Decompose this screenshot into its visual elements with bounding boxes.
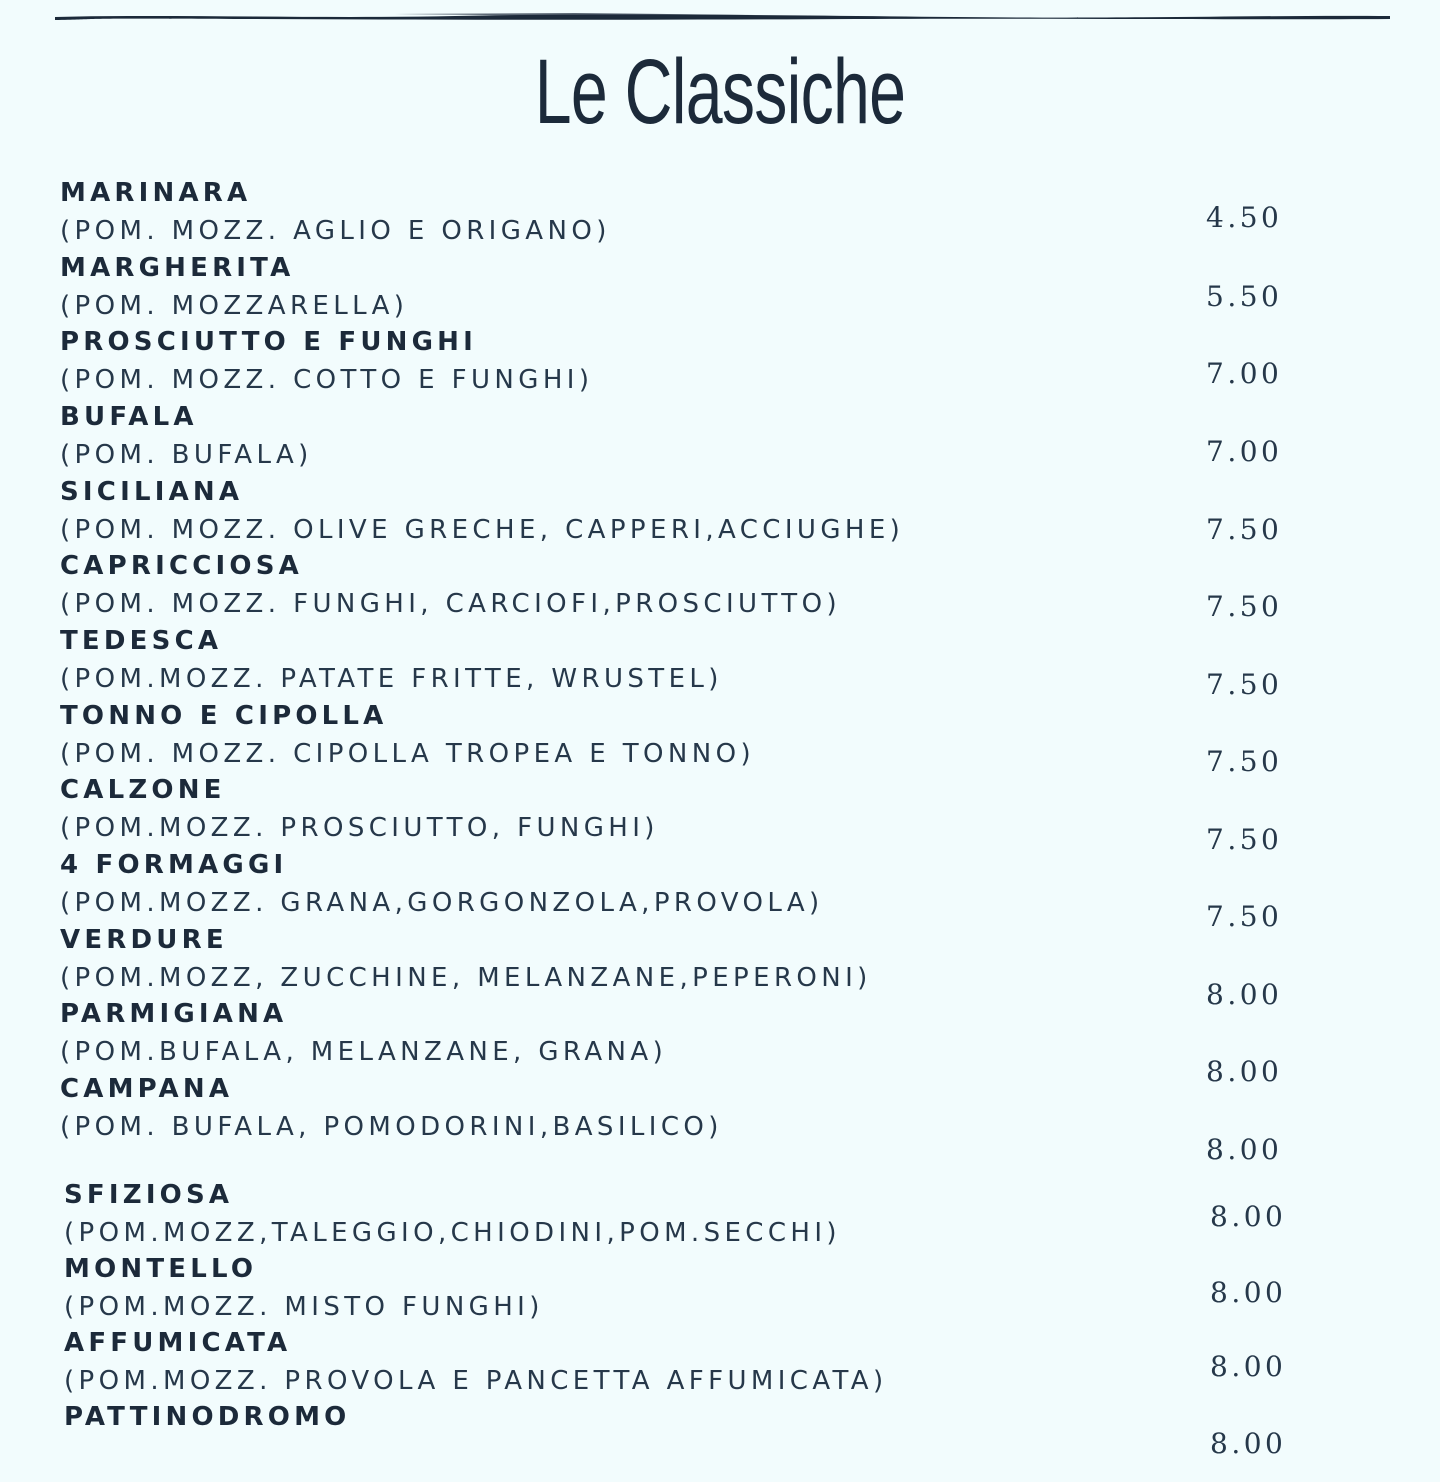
item-name: CAPRICCIOSA [60, 551, 303, 581]
item-name: MONTELLO [64, 1254, 258, 1284]
item-price: 5.50 [1206, 280, 1283, 313]
item-ingredients: (POM.BUFALA, MELANZANE, GRANA) [60, 1037, 668, 1067]
item-name: CALZONE [60, 775, 226, 805]
item-name: MARINARA [60, 178, 252, 208]
item-ingredients: (POM.MOZZ,TALEGGIO,CHIODINI,POM.SECCHI) [64, 1218, 841, 1248]
item-ingredients: (POM. BUFALA, POMODORINI,BASILICO) [60, 1112, 723, 1142]
item-name: SICILIANA [60, 477, 244, 507]
item-name: TEDESCA [60, 626, 223, 656]
item-ingredients: (POM.MOZZ. PROSCIUTTO, FUNGHI) [60, 813, 659, 843]
item-price: 8.00 [1210, 1200, 1287, 1233]
item-price: 8.00 [1206, 1133, 1283, 1166]
item-price: 8.00 [1206, 1055, 1283, 1088]
item-name: MARGHERITA [60, 253, 295, 283]
item-price: 7.50 [1206, 823, 1283, 856]
item-price: 7.50 [1206, 590, 1283, 623]
item-ingredients: (POM. MOZZ. FUNGHI, CARCIOFI,PROSCIUTTO) [60, 589, 841, 619]
item-price: 7.50 [1206, 513, 1283, 546]
item-ingredients: (POM.MOZZ. PROVOLA E PANCETTA AFFUMICATA) [64, 1366, 888, 1396]
item-ingredients: (POM. MOZZ. COTTO E FUNGHI) [60, 365, 594, 395]
item-ingredients: (POM. BUFALA) [60, 440, 313, 470]
item-ingredients: (POM. MOZZ. AGLIO E ORIGANO) [60, 216, 611, 246]
item-ingredients: (POM. MOZZ. CIPOLLA TROPEA E TONNO) [60, 739, 755, 769]
item-name: PARMIGIANA [60, 999, 288, 1029]
item-name: CAMPANA [60, 1074, 234, 1104]
item-name: VERDURE [60, 925, 228, 955]
item-name: PROSCIUTTO E FUNGHI [60, 327, 478, 357]
item-name: BUFALA [60, 402, 198, 432]
item-price: 4.50 [1206, 201, 1283, 234]
item-price: 8.00 [1210, 1350, 1287, 1383]
item-ingredients: (POM.MOZZ. MISTO FUNGHI) [64, 1292, 544, 1322]
item-ingredients: (POM.MOZZ. PATATE FRITTE, WRUSTEL) [60, 664, 723, 694]
item-price: 7.00 [1206, 357, 1283, 390]
brush-stroke-divider [55, 10, 1390, 24]
item-name: AFFUMICATA [64, 1328, 292, 1358]
item-ingredients: (POM. MOZZ. OLIVE GRECHE, CAPPERI,ACCIUGHE) [60, 515, 905, 545]
item-ingredients: (POM.MOZZ, ZUCCHINE, MELANZANE,PEPERONI) [60, 963, 872, 993]
item-name: 4 FORMAGGI [60, 850, 288, 880]
item-price: 7.50 [1206, 668, 1283, 701]
item-name: TONNO E CIPOLLA [60, 701, 388, 731]
item-price: 7.50 [1206, 900, 1283, 933]
item-name: PATTINODROMO [64, 1402, 351, 1432]
item-ingredients: (POM.MOZZ. GRANA,GORGONZOLA,PROVOLA) [60, 888, 824, 918]
item-price: 7.50 [1206, 745, 1283, 778]
item-price: 7.00 [1206, 435, 1283, 468]
menu-section-title: Le Classiche [534, 41, 906, 143]
item-price: 8.00 [1210, 1276, 1287, 1309]
item-ingredients: (POM. MOZZARELLA) [60, 291, 409, 321]
item-price: 8.00 [1206, 978, 1283, 1011]
item-name: SFIZIOSA [64, 1180, 234, 1210]
item-price: 8.00 [1210, 1427, 1287, 1460]
